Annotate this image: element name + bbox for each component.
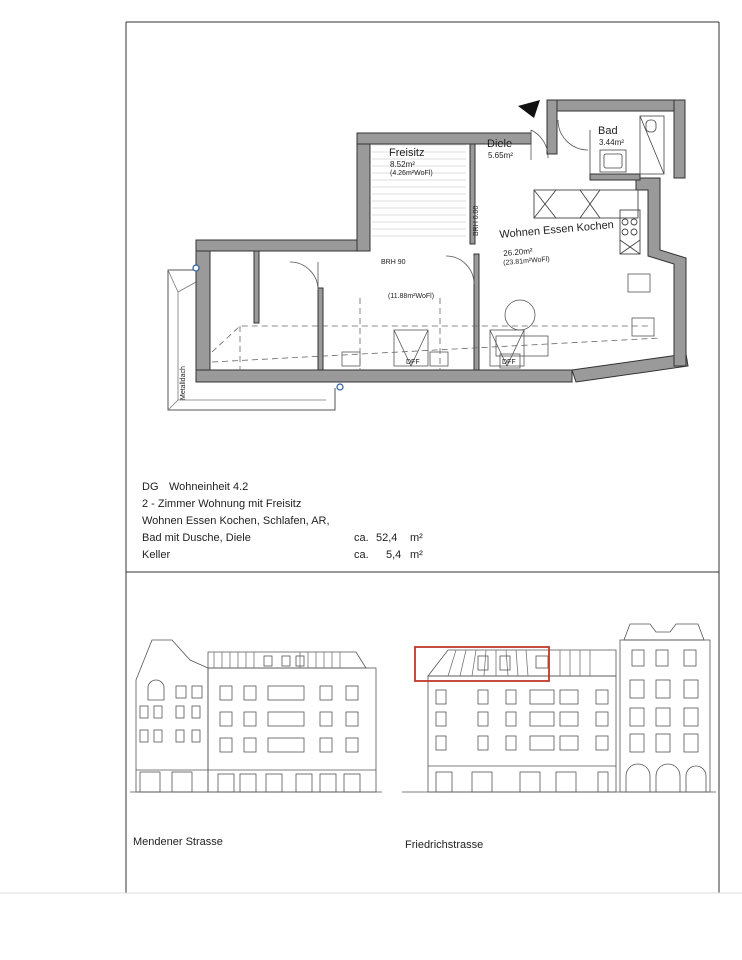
room-wofl-schlafen: (11.88m²WoFl) xyxy=(388,293,435,300)
furniture xyxy=(342,274,654,368)
downpipe-marker xyxy=(337,384,343,390)
desc-cellar-ca: ca. xyxy=(354,549,369,561)
sheet-frame xyxy=(0,22,742,893)
caption-mendener-strasse: Mendener Strasse xyxy=(133,836,223,848)
label-metalldach: Metalldach xyxy=(180,366,187,400)
label-brh-000: BRH 0.00 xyxy=(473,205,480,236)
room-area-wohnen: 26.20m² xyxy=(502,246,533,258)
metalldach-outline xyxy=(168,270,335,410)
room-area-freisitz: 8.52m² xyxy=(390,160,415,169)
entrance-arrow xyxy=(518,100,540,118)
elevation-friedrich xyxy=(402,624,716,792)
downpipe-marker xyxy=(193,265,199,271)
desc-cellar: Keller xyxy=(142,549,171,561)
label-dff-2: DFF xyxy=(502,359,516,366)
desc-area-unit: m² xyxy=(410,532,423,544)
desc-level: DG xyxy=(142,481,159,493)
desc-rooms-1: Wohnen Essen Kochen, Schlafen, AR, xyxy=(142,515,330,527)
label-brh-90: BRH 90 xyxy=(381,259,406,266)
desc-area-ca: ca. xyxy=(354,532,369,544)
desc-unit: Wohneinheit 4.2 xyxy=(169,481,249,493)
label-dff-1: DFF xyxy=(406,359,420,366)
room-name-bad: Bad xyxy=(598,125,618,137)
caption-friedrichstrasse: Friedrichstrasse xyxy=(405,839,484,851)
room-name-diele: Diele xyxy=(487,138,513,150)
desc-apartment-type: 2 - Zimmer Wohnung mit Freisitz xyxy=(142,498,302,510)
roof-slope-lines xyxy=(212,298,660,370)
desc-cellar-value: 5,4 xyxy=(386,549,402,561)
door-swings xyxy=(290,120,588,290)
desc-area-value: 52,4 xyxy=(376,532,398,544)
room-name-wohnen: Wohnen Essen Kochen xyxy=(498,219,615,241)
room-wofl-freisitz: (4.26m²WoFl) xyxy=(390,170,433,177)
elevation-mendener xyxy=(130,640,382,792)
room-wofl-wohnen: (23.81m²WoFl) xyxy=(503,255,550,267)
room-area-diele: 5.65m² xyxy=(488,151,513,160)
desc-rooms-2: Bad mit Dusche, Diele xyxy=(142,532,251,544)
desc-cellar-unit: m² xyxy=(410,549,423,561)
room-name-freisitz: Freisitz xyxy=(389,147,425,159)
room-area-bad: 3.44m² xyxy=(599,138,624,147)
